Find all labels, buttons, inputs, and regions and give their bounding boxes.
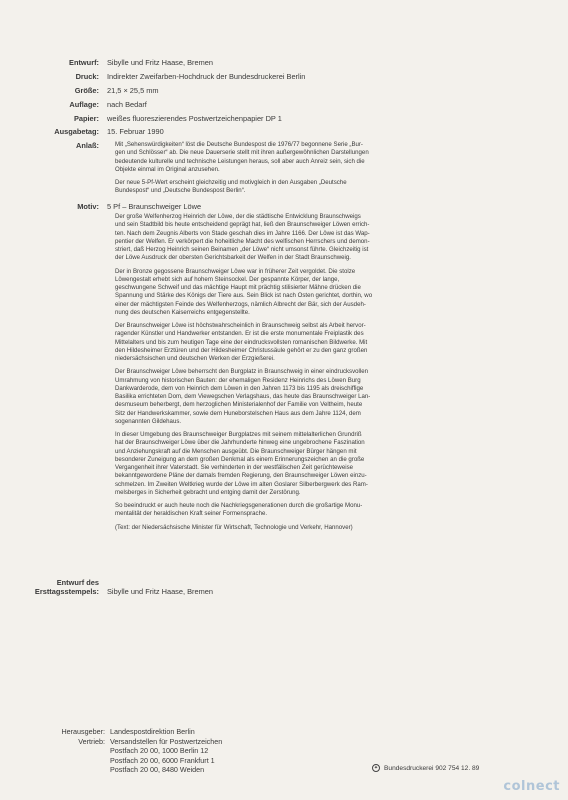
text-line: Basilika errichteten Dom, dem Viewegschen Verlagshaus, das heute das Braunschweiger Lan- (115, 393, 371, 400)
text-line: Dankwarderode, dem von Heinrich dem Löwen in den Jahren 1173 bis 1195 als dreischiffige (115, 384, 364, 392)
text-line: Vergangenheit ihrer Vaterstadt. Sie verhinderten in der westfälischen Zeit gerüchteweise (115, 464, 354, 471)
motiv-label-row (0, 202, 568, 211)
text-line: sogenannten Gildehaus. (115, 417, 182, 425)
text-line: der Löwe Ausdruck der obersten Gerichtsbarkeit der Welfen in der Stadt Braunschweig. (115, 254, 351, 262)
text-line: niedersächsischen und deutschen Werken der Erzgießerei. (115, 355, 275, 362)
footer-row (0, 727, 568, 737)
text-line: Der Braunschweiger Löwe ist höchstwahrscheinlich in Braunschweig selbst als Arbeit hervor- (115, 322, 366, 329)
meta-value: weißes fluoreszierendes Postwertzeichenpapier DP 1 (107, 114, 282, 123)
text-line: Spannung und Stärke des Königs der Tiere aus. Sein Blick ist nach Osten gerichtet, dorthin, wo (115, 292, 373, 300)
footer-row (0, 765, 568, 775)
text-line: (Text: der Niedersächsische Minister für Wirtschaft, Technologie und Verkehr, Hannover) (115, 523, 353, 531)
text-line: striert, daß Herzog Heinrich seinen Beinamen „der Löwe“ nicht umsonst führte. Gleichzeitig ist (115, 246, 369, 253)
text-line: melsberges in Sicherheit gebracht und entging damit der Zerstörung. (115, 488, 301, 496)
meta-papier (0, 114, 568, 123)
text-line: Der große Welfenherzog Heinrich der Löwe, der die städtische Entwicklung Braunschweigs (115, 213, 361, 220)
motiv-text (115, 213, 535, 532)
meta-label: Ausgabetag: (54, 127, 99, 136)
footer-row (0, 756, 568, 766)
text-line: mentalität der heraldischen Kraft seiner Formensprache. (115, 510, 268, 518)
meta-value: 15. Februar 1990 (107, 127, 164, 136)
footer-label: Herausgeber: (61, 727, 105, 736)
bundesdruckerei-logo-icon: ✦ (373, 765, 379, 771)
stempel-label-row-2 (0, 587, 568, 596)
stempel-label-line1: Entwurf des (56, 578, 99, 587)
text-line: hat der Braunschweiger Löwe über die Jahrhunderte hinweg eine ungebrochene Faszination (115, 439, 365, 447)
footer-value: Postfach 20 00, 6000 Frankfurt 1 (110, 755, 215, 765)
text-line: Umrahmung von historischen Bauten: der ehemaligen Residenz Heinrichs des Löwen Burg (115, 376, 361, 384)
footer-value: Postfach 20 00, 8480 Weiden (110, 765, 205, 775)
watermark: colnect (503, 779, 560, 794)
meta-value: nach Bedarf (107, 100, 147, 109)
anlass-label: Anlaß: (76, 141, 99, 150)
meta-value: Sibylle und Fritz Haase, Bremen (107, 58, 213, 67)
text-line: Objekte einmal im Original anzusehen. (115, 165, 220, 173)
publisher-footer (0, 727, 568, 775)
stempel-label-line2: Ersttagsstempels: (34, 587, 99, 596)
footer-label (0, 756, 110, 766)
meta-groesse (0, 86, 568, 95)
printer-imprint (372, 764, 479, 772)
text-line: Sitz der Handwerkskammer, sowie dem Huneborstelschen Haus aus dem Jahre 1124, dem (115, 409, 361, 417)
text-line: Bundespost“ und „Deutsche Bundespost Berlin“. (115, 187, 246, 195)
text-line: bekanntgewordene Pläne der damals fremden Regierung, den Braunschweiger Löwen einzu- (115, 472, 367, 480)
footer-label (0, 746, 110, 756)
text-line: In dieser Umgebung des Braunschweiger Burgplatzes mit seinem mittelalterlichen Grundriß (115, 431, 362, 438)
stempel-label-row-1 (0, 578, 568, 587)
footer-label (0, 765, 110, 775)
text-line: ten. Nach dem Zeugnis Alberts von Stade geschah dies im Jahre 1166. Der Löwe ist das Wap- (115, 229, 370, 237)
motiv-label: Motiv: (77, 202, 99, 211)
printer-text: Bundesdruckerei 902 754 12. 89 (384, 764, 480, 772)
meta-value: Indirekter Zweifarben-Hochdruck der Bundesdruckerei Berlin (107, 72, 306, 81)
footer-value: Landespostdirektion Berlin (110, 727, 195, 736)
meta-label: Papier: (73, 114, 99, 123)
meta-value: 21,5 × 25,5 mm (107, 86, 159, 95)
text-line: Der Braunschweiger Löwe beherrscht den Burgplatz in Braunschweig in einer eindrucksvollen (115, 368, 369, 376)
text-line: Mittelalters und bis zum heutigen Tage eine der eindrucksvollsten romanischen Bildwerke. Mit (115, 338, 368, 346)
meta-label: Auflage: (69, 100, 99, 109)
text-line: pentier der Welfen. Er verkörpert die hoheitliche Macht des welfischen Herrschers und demon- (115, 237, 370, 245)
text-line: einer der mächtigsten Feinde des Welfenherzogs, nämlich Albrecht der Bär, sich der Ausdeh- (115, 300, 366, 308)
text-line: desmuseum beherbergt, dem herzoglichen Ministerialenhof der Familie von Veltheim, heute (115, 401, 363, 409)
meta-label: Größe: (74, 86, 99, 95)
text-line: bedeutende kulturelle und technische Leistungen heraus, soll aber auch Anreiz sein, sich die (115, 157, 365, 165)
text-line: und sein Stadtbild bis heute entscheidend geprägt hat, ließ den Braunschweiger Löwen errich- (115, 221, 370, 229)
text-line: besonderer Zuneigung an dem großen Denkmal als einem Erinnerungszeichen an die große (115, 455, 365, 463)
meta-druck (0, 72, 568, 81)
text-line: geschwungene Schweif und das mächtige Haupt mit prächtig stilisierter Mähne drücken die (115, 284, 361, 291)
text-line: und Anziehungskraft auf die Menschen ausgeübt. Die Braunschweiger Bürger hängen mit (115, 447, 357, 455)
text-line: Der neue 5-Pf-Wert erscheint gleichzeitig und motivgleich in den Ausgaben „Deutsche (115, 179, 347, 186)
footer-label: Vertrieb: (78, 736, 105, 746)
text-line: So beeindruckt er auch heute noch die Nachkriegsgenerationen durch die großartige Monu- (115, 502, 363, 509)
footer-value: Postfach 20 00, 1000 Berlin 12 (110, 746, 209, 756)
meta-entwurf (0, 58, 568, 67)
text-line: Der in Bronze gegossene Braunschweiger Löwe war in früherer Zeit vergoldet. Die stolze (115, 267, 356, 275)
motiv-head: 5 Pf – Braunschweiger Löwe (107, 202, 202, 211)
stempel-value: Sibylle und Fritz Haase, Bremen (107, 587, 213, 596)
text-line: gen und Schlösser“ ab. Die neue Dauerserie stellt mit ihren außergewöhnlichen Darstellungen (115, 149, 369, 157)
footer-row (0, 746, 568, 756)
text-line: schmelzen. Im Zweiten Weltkrieg wurde der Löwe im alten Goslarer Silberbergwerk des Ram- (115, 480, 368, 488)
text-line: Mit „Sehenswürdigkeiten“ löst die Deutsche Bundespost die 1976/77 begonnene Serie „Bur- (115, 141, 363, 148)
footer-row (0, 737, 568, 747)
text-line: Löwengestalt erhebt sich auf hohem Steinsockel. Der gespannte Körper, der lange, (115, 275, 340, 283)
footer-value: Versandstellen für Postwertzeichen (110, 736, 223, 746)
meta-auflage (0, 100, 568, 109)
meta-label: Entwurf: (69, 58, 99, 67)
text-line: nung des deutschen Kaiserreichs entgegenstellte. (115, 308, 250, 316)
meta-label: Druck: (75, 72, 99, 81)
text-line: ragender Künstler und Handwerker entstanden. Er ist die erste monumentale Freiplastik des (115, 330, 364, 338)
text-line: den Hildesheimer Erztüren und der Hildesheimer Christussäule gehört er zu den ganz großen (115, 346, 368, 354)
anlass-text (115, 141, 535, 196)
meta-ausgabetag (0, 127, 568, 136)
